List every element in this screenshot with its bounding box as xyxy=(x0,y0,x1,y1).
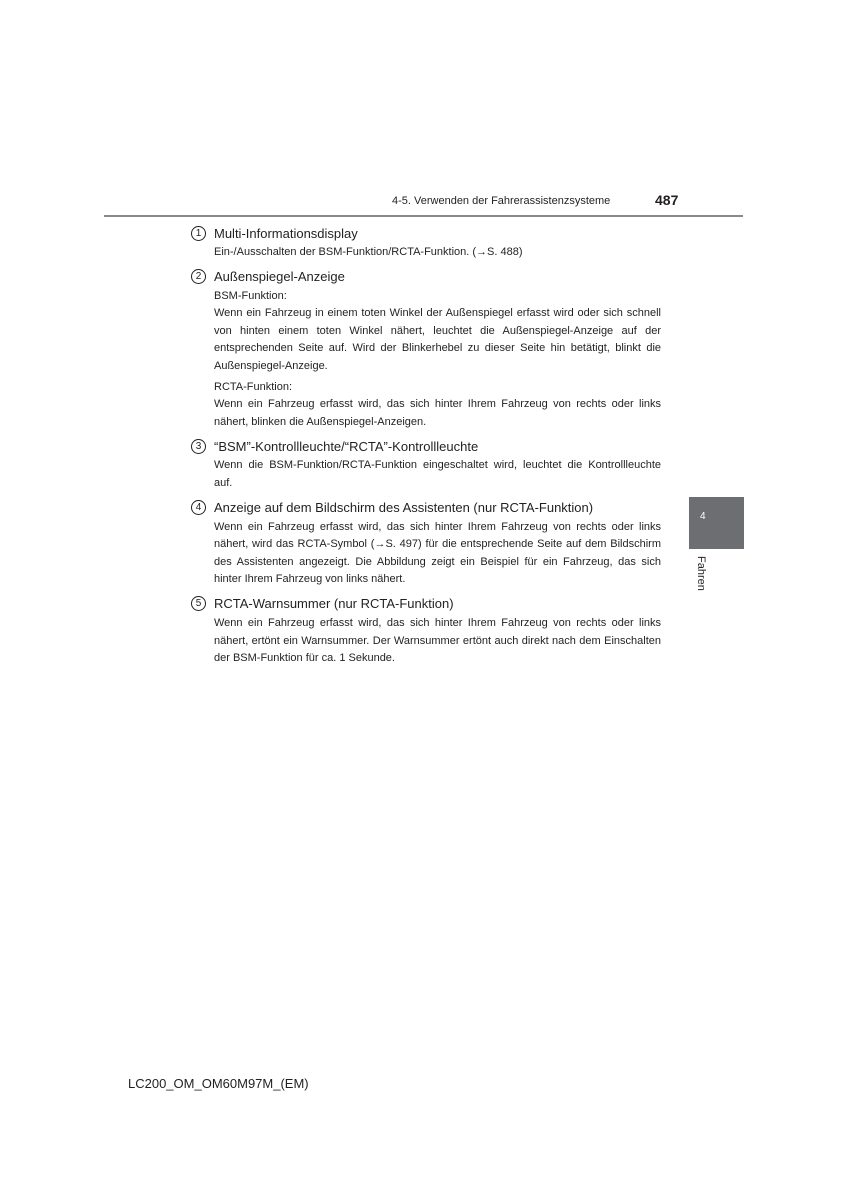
header-divider xyxy=(104,215,743,217)
item-title: Multi-Informationsdisplay xyxy=(214,225,358,241)
item-number-badge: 3 xyxy=(191,439,206,454)
item-number-badge: 2 xyxy=(191,269,206,284)
item-paragraph: Wenn ein Fahrzeug erfasst wird, das sich hinter Ihrem Fahrzeug von rechts oder links nähert, ertönt ein Warnsummer. Der Warnsummer ertönt auch direkt nach dem Einschalten der BSM-Funktion für ca. 1 Sekunde. xyxy=(214,616,661,665)
running-header-section: 4-5. Verwenden der Fahrerassistenzsysteme xyxy=(392,195,611,207)
item-number-badge: 5 xyxy=(191,596,206,611)
list-item xyxy=(191,266,661,432)
item-subheading: BSM-Funktion: xyxy=(214,289,287,302)
list-item xyxy=(191,593,661,668)
item-title: Anzeige auf dem Bildschirm des Assistenten (nur RCTA-Funktion) xyxy=(214,500,594,516)
item-number-badge: 4 xyxy=(191,500,206,515)
chapter-label: Fahren xyxy=(695,556,707,591)
item-subheading: RCTA-Funktion: xyxy=(214,380,293,393)
chapter-number: 4 xyxy=(700,511,706,522)
item-title: “BSM”-Kontrollleuchte/“RCTA”-Kontrollleuchte xyxy=(214,438,479,454)
item-paragraph: Wenn die BSM-Funktion/RCTA-Funktion eingeschaltet wird, leuchtet die Kontrollleuchte auf. xyxy=(214,459,661,489)
item-title: Außenspiegel-Anzeige xyxy=(214,269,345,285)
item-paragraph: Ein-/Ausschalten der BSM-Funktion/RCTA-Funktion. (→S. 488) xyxy=(214,246,523,258)
item-number-badge: 1 xyxy=(191,226,206,241)
item-paragraph: Wenn ein Fahrzeug in einem toten Winkel der Außenspiegel erfasst wird oder sich schnell von hinten einem toten Winkel nähert, leuchtet die Außenspiegel-Anzeige auf der entsprechenden Seite auf. Wird der Blinkerhebel zu dieser Seite hin betätigt, blinkt die Außenspiegel-Anzeige. xyxy=(214,307,661,372)
item-paragraph: Wenn ein Fahrzeug erfasst wird, das sich hinter Ihrem Fahrzeug von rechts oder links nähert, wird das RCTA-Symbol (→S. 497) für die entsprechende Seite auf dem Bildschirm des Assistenten angezeigt. Die Abbildung zeigt ein Beispiel für ein Fahrzeug, das sich hinter Ihrem Fahrzeug von links nähert. xyxy=(214,520,661,586)
list-item xyxy=(191,435,661,492)
list-item xyxy=(191,497,661,589)
chapter-tab xyxy=(689,497,744,549)
item-paragraph: Wenn ein Fahrzeug erfasst wird, das sich hinter Ihrem Fahrzeug von rechts oder links nähert, blinken die Außenspiegel-Anzeigen. xyxy=(214,398,661,428)
page-number: 487 xyxy=(655,192,679,208)
item-title: RCTA-Warnsummer (nur RCTA-Funktion) xyxy=(214,596,454,612)
list-item xyxy=(191,222,661,262)
document-code: LC200_OM_OM60M97M_(EM) xyxy=(128,1076,309,1091)
main-content xyxy=(191,222,661,672)
